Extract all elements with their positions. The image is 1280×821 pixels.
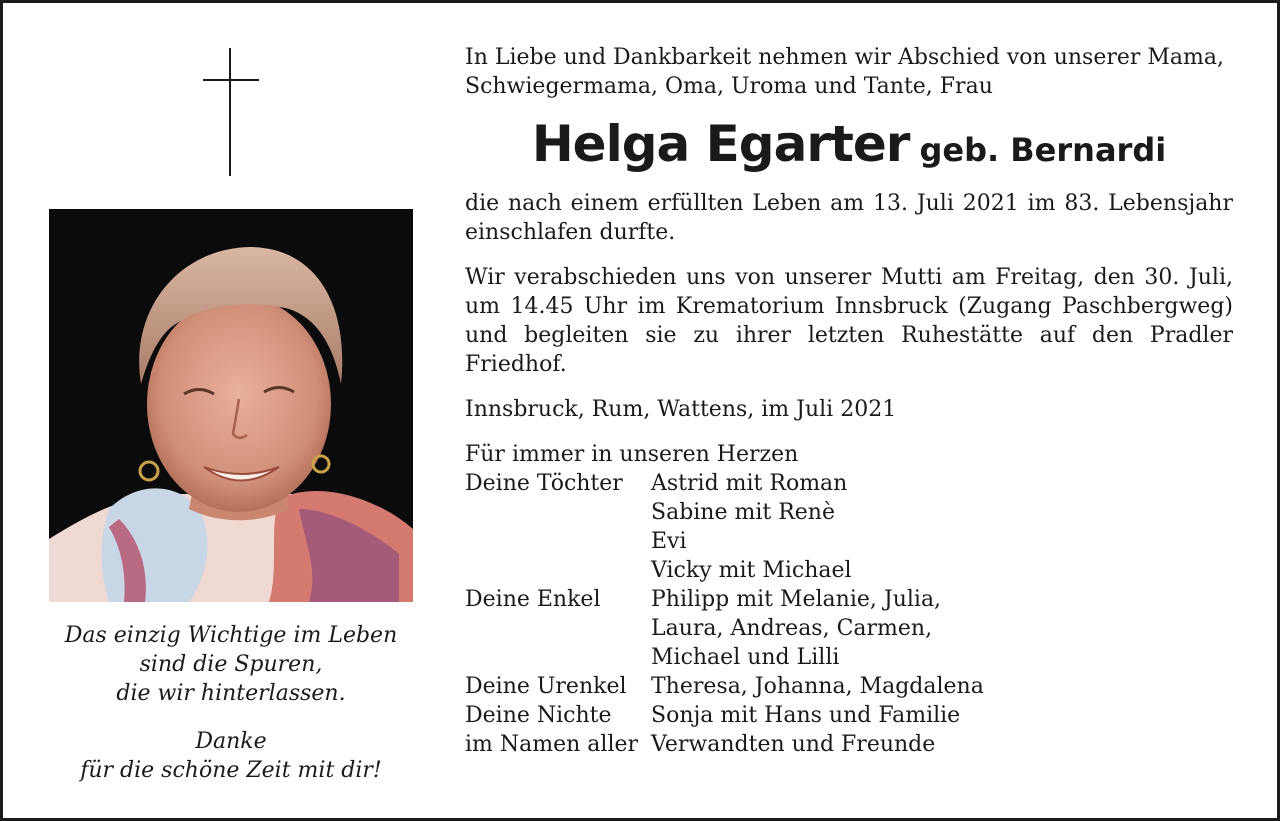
thanks-line: Danke — [195, 729, 267, 754]
family-names: Theresa, Johanna, Magdalena — [651, 674, 984, 699]
place-date: Innsbruck, Rum, Wattens, im Juli 2021 — [465, 397, 897, 422]
family-label: Deine Urenkel — [465, 674, 627, 699]
birth-name: geb. Bernardi — [919, 131, 1167, 169]
portrait-photo — [49, 209, 413, 602]
quote-line: Das einzig Wichtige im Leben — [64, 623, 398, 648]
death-notice: die nach einem erfüllten Leben am 13. Juli 2021 im 83. Lebensjahr einschlafen durfte. — [465, 191, 1233, 245]
family-label — [465, 527, 651, 556]
family-names: Philipp mit Melanie, Julia, — [651, 587, 942, 612]
thanks-line: für die schöne Zeit mit dir! — [80, 758, 382, 783]
quote-line: die wir hinterlassen. — [116, 681, 346, 706]
cross-icon — [203, 48, 259, 176]
family-names: Evi — [651, 529, 687, 554]
memorial-quote — [43, 621, 419, 785]
family-label: Deine Nichte — [465, 703, 612, 728]
family-names: Vicky mit Michael — [651, 558, 852, 583]
family-names: Sabine mit Renè — [651, 500, 835, 525]
obituary-text — [465, 43, 1233, 759]
forever-heading: Für immer in unseren Herzen — [465, 442, 799, 467]
family-label — [465, 614, 651, 643]
full-name: Helga Egarter — [531, 115, 910, 173]
family-label: Deine Töchter — [465, 471, 623, 496]
family-label — [465, 556, 651, 585]
intro-text: In Liebe und Dankbarkeit nehmen wir Abschied von unserer Mama, Schwiegermama, Oma, Uroma und Tante, Frau — [465, 45, 1225, 99]
family-label — [465, 498, 651, 527]
family-label: im Namen aller — [465, 732, 639, 757]
family-label: Deine Enkel — [465, 587, 601, 612]
family-names: Sonja mit Hans und Familie — [651, 703, 961, 728]
funeral-details: Wir verabschieden uns von unserer Mutti am Freitag, den 30. Juli, um 14.45 Uhr im Krematorium Innsbruck (Zugang Paschbergweg) und begleiten sie zu ihrer letzten Ruhestätte auf den Pradler Friedhof. — [465, 265, 1233, 377]
family-names: Michael und Lilli — [651, 645, 840, 670]
family-list — [465, 469, 1233, 759]
deceased-name — [465, 113, 1233, 175]
quote-line: sind die Spuren, — [139, 652, 323, 677]
family-names: Laura, Andreas, Carmen, — [651, 616, 933, 641]
family-names: Astrid mit Roman — [651, 471, 848, 496]
family-names: Verwandten und Freunde — [651, 732, 936, 757]
family-label — [465, 643, 651, 672]
